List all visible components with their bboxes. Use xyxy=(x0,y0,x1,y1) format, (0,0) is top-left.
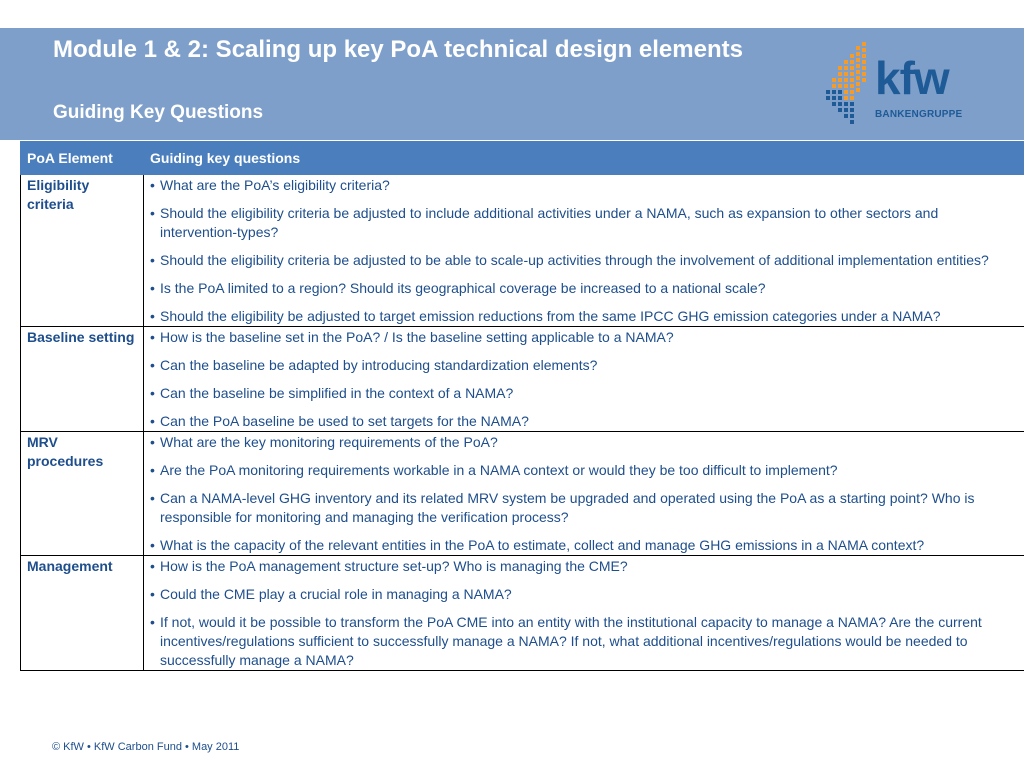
logo-tagline: BANKENGRUPPE xyxy=(875,109,963,120)
question-item xyxy=(150,307,1018,326)
poa-element-cell: Eligibility criteria xyxy=(21,175,144,327)
logo-dot xyxy=(844,102,848,106)
questions-cell xyxy=(144,327,1024,432)
logo-dot xyxy=(844,84,848,88)
poa-element-cell: MRV procedures xyxy=(21,432,144,556)
question-text: Should the eligibility criteria be adjusted to include additional activities under a NAMA, such as expansion to other sectors and intervention-types? xyxy=(160,205,939,240)
logo-dot xyxy=(826,96,830,100)
logo-dot xyxy=(844,90,848,94)
question-item xyxy=(150,557,1018,576)
logo-dot xyxy=(832,78,836,82)
question-item xyxy=(150,433,1018,452)
poa-element-cell: Baseline setting xyxy=(21,327,144,432)
question-item xyxy=(150,613,1018,670)
logo-dot xyxy=(850,90,854,94)
bullet-icon: • xyxy=(150,434,155,450)
logo-dot xyxy=(850,72,854,76)
question-item xyxy=(150,536,1018,555)
question-item xyxy=(150,585,1018,604)
question-text: Can a NAMA-level GHG inventory and its related MRV system be upgraded and operated using the PoA as a starting point? Who is responsible for monitoring and managing the verification process? xyxy=(160,490,975,525)
logo-dot xyxy=(838,96,842,100)
question-text: What are the key monitoring requirements of the PoA? xyxy=(160,434,498,450)
questions-cell xyxy=(144,556,1024,671)
slide-title: Module 1 & 2: Scaling up key PoA technical design elements xyxy=(53,36,743,63)
logo-dot xyxy=(832,96,836,100)
logo-dot xyxy=(850,60,854,64)
logo-dot xyxy=(850,66,854,70)
question-item xyxy=(150,251,1018,270)
question-item xyxy=(150,412,1018,431)
question-text: Can the PoA baseline be used to set targets for the NAMA? xyxy=(160,413,529,429)
questions-cell xyxy=(144,175,1024,327)
logo-dot xyxy=(838,102,842,106)
bullet-icon: • xyxy=(150,385,155,401)
bullet-icon: • xyxy=(150,537,155,553)
logo-dot xyxy=(838,84,842,88)
question-text: If not, would it be possible to transform the PoA CME into an entity with the institutional capacity to manage a NAMA? Are the current incentives/regulations sufficient to successfully manage a NAMA? If not, what additional incentives/regulations would be needed to successfully manage a NAMA? xyxy=(160,614,982,668)
bullet-icon: • xyxy=(150,280,155,296)
logo-dot xyxy=(844,108,848,112)
logo-dot xyxy=(844,72,848,76)
logo-dot xyxy=(826,90,830,94)
logo-dot xyxy=(832,90,836,94)
footer-copyright: © KfW • KfW Carbon Fund • May 2011 xyxy=(52,741,240,753)
logo-dot xyxy=(838,66,842,70)
logo-dot xyxy=(844,66,848,70)
logo-dot xyxy=(844,78,848,82)
logo-dot xyxy=(850,102,854,106)
logo-dot xyxy=(862,66,866,70)
logo-dot xyxy=(832,102,836,106)
logo-dot xyxy=(862,78,866,82)
bullet-icon: • xyxy=(150,329,155,345)
bullet-icon: • xyxy=(150,462,155,478)
logo-dot xyxy=(838,90,842,94)
logo-dot xyxy=(838,72,842,76)
bullet-icon: • xyxy=(150,614,155,630)
logo-dot xyxy=(856,46,860,50)
logo-dot xyxy=(862,60,866,64)
question-item xyxy=(150,279,1018,298)
logo-dot xyxy=(856,64,860,68)
table-row xyxy=(21,175,1024,327)
logo-dot xyxy=(856,70,860,74)
logo-wordmark: kfw xyxy=(875,52,949,104)
question-item xyxy=(150,384,1018,403)
question-item xyxy=(150,176,1018,195)
logo-dot xyxy=(850,120,854,124)
bullet-icon: • xyxy=(150,413,155,429)
table-row xyxy=(21,556,1024,671)
slide-subtitle: Guiding Key Questions xyxy=(53,102,264,123)
logo-dot xyxy=(838,78,842,82)
guiding-questions-table xyxy=(20,141,1024,671)
question-text: Is the PoA limited to a region? Should its geographical coverage be increased to a national scale? xyxy=(160,280,766,296)
logo-dot xyxy=(856,58,860,62)
logo-dot xyxy=(850,114,854,118)
question-text: Can the baseline be adapted by introducing standardization elements? xyxy=(160,357,598,373)
question-text: Should the eligibility be adjusted to target emission reductions from the same IPCC GHG emission categories under a NAMA? xyxy=(160,308,941,324)
logo-dot xyxy=(838,108,842,112)
question-item xyxy=(150,461,1018,480)
logo-dot xyxy=(862,54,866,58)
logo-dot xyxy=(844,114,848,118)
logo-dot xyxy=(856,82,860,86)
question-text: How is the PoA management structure set-up? Who is managing the CME? xyxy=(160,558,628,574)
questions-cell xyxy=(144,432,1024,556)
logo-dot xyxy=(850,78,854,82)
bullet-icon: • xyxy=(150,558,155,574)
bullet-icon: • xyxy=(150,177,155,193)
logo-dot xyxy=(850,84,854,88)
question-item xyxy=(150,489,1018,527)
logo-dot xyxy=(844,60,848,64)
header-guiding-questions: Guiding key questions xyxy=(144,142,1024,175)
bullet-icon: • xyxy=(150,586,155,602)
bullet-icon: • xyxy=(150,308,155,324)
logo-dot xyxy=(856,76,860,80)
logo-dot xyxy=(850,108,854,112)
question-text: How is the baseline set in the PoA? / Is the baseline setting applicable to a NAMA? xyxy=(160,329,674,345)
question-item xyxy=(150,328,1018,347)
question-text: Should the eligibility criteria be adjusted to be able to scale-up activities through the involvement of additional implementation entities? xyxy=(160,252,989,268)
logo-dot xyxy=(832,84,836,88)
logo-dot xyxy=(862,48,866,52)
question-item xyxy=(150,356,1018,375)
question-text: Are the PoA monitoring requirements workable in a NAMA context or would they be too difficult to implement? xyxy=(160,462,838,478)
poa-element-cell: Management xyxy=(21,556,144,671)
question-text: What is the capacity of the relevant entities in the PoA to estimate, collect and manage GHG emissions in a NAMA context? xyxy=(160,537,925,553)
table-header-row xyxy=(21,142,1024,175)
table-row xyxy=(21,327,1024,432)
question-text: Could the CME play a crucial role in managing a NAMA? xyxy=(160,586,512,602)
bullet-icon: • xyxy=(150,205,155,221)
logo-dot xyxy=(850,54,854,58)
bullet-icon: • xyxy=(150,252,155,268)
question-text: What are the PoA’s eligibility criteria? xyxy=(160,177,390,193)
logo-dot xyxy=(856,52,860,56)
logo-dot xyxy=(856,88,860,92)
question-text: Can the baseline be simplified in the context of a NAMA? xyxy=(160,385,514,401)
header-poa-element: PoA Element xyxy=(21,142,144,175)
bullet-icon: • xyxy=(150,357,155,373)
logo-dot xyxy=(850,96,854,100)
logo-dot xyxy=(862,72,866,76)
bullet-icon: • xyxy=(150,490,155,506)
table-row xyxy=(21,432,1024,556)
logo-dot xyxy=(844,96,848,100)
logo-dot xyxy=(862,42,866,46)
question-item xyxy=(150,204,1018,242)
